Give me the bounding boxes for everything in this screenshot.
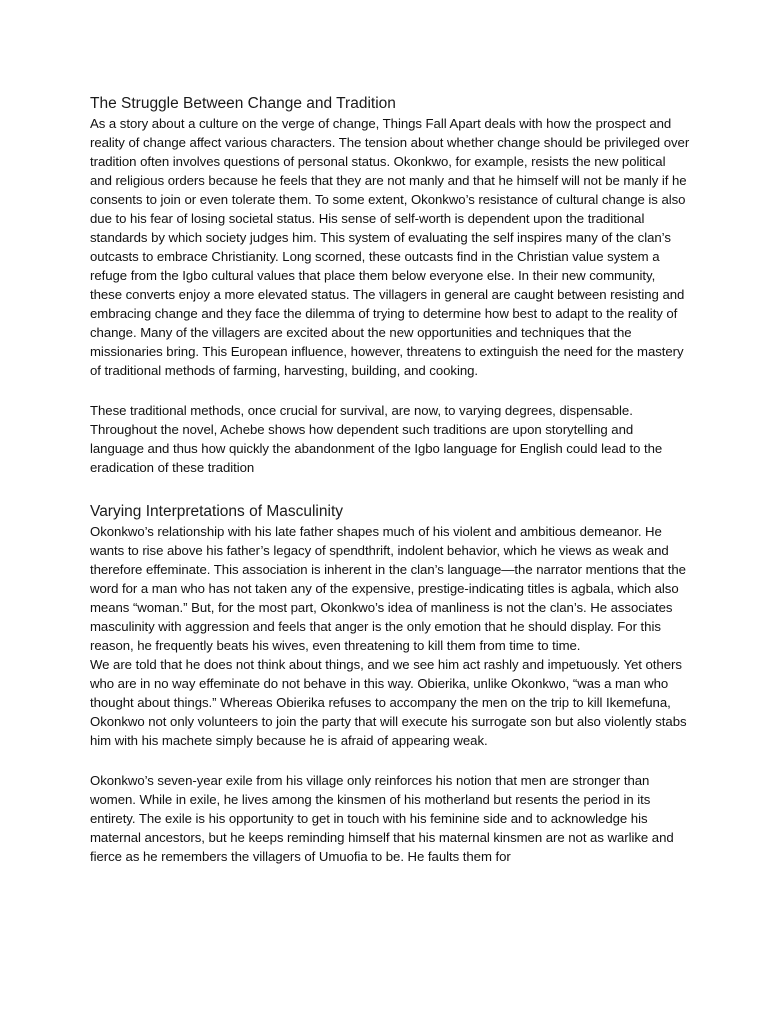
paragraph: As a story about a culture on the verge of change, Things Fall Apart deals with how the prospect and reality of change affect various characters. The tension about whether change should be privileged over tradition often involves questions of personal status. Okonkwo, for example, resists the new political and religious orders because he feels that they are not manly and that he himself will not be manly if he consents to join or even tolerate them. To some extent, Okonkwo’s resistance of cultural change is also due to his fear of losing societal status. His sense of self-worth is dependent upon the traditional standards by which society judges him. This system of evaluating the self inspires many of the clan’s outcasts to embrace Christianity. Long scorned, these outcasts find in the Christian value system a refuge from the Igbo cultural values that place them below everyone else. In their new community, these converts enjoy a more elevated status. The villagers in general are caught between resisting and embracing change and they face the dilemma of trying to determine how best to adapt to the reality of change. Many of the villagers are excited about the new opportunities and techniques that the missionaries bring. This European influence, however, threatens to extinguish the need for the mastery of traditional methods of farming, harvesting, building, and cooking.	[90, 116, 690, 378]
document-page	[90, 94, 690, 866]
section-heading-change-tradition: The Struggle Between Change and Tradition	[90, 95, 396, 112]
section-heading-masculinity: Varying Interpretations of Masculinity	[90, 503, 343, 520]
paragraph-spacer	[90, 380, 690, 401]
section-spacer	[90, 477, 690, 502]
paragraph: These traditional methods, once crucial for survival, are now, to varying degrees, dispensable. Throughout the novel, Achebe shows how dependent such traditions are upon storytelling and language and thus how quickly the abandonment of the Igbo language for English could lead to the eradication of these tradition	[90, 403, 663, 475]
paragraph: Okonkwo’s seven-year exile from his village only reinforces his notion that men are stronger than women. While in exile, he lives among the kinsmen of his motherland but resents the period in its entirety. The exile is his opportunity to get in touch with his feminine side and to acknowledge his maternal ancestors, but he keeps reminding himself that his maternal kinsmen are not as warlike and fierce as he remembers the villagers of Umuofia to be. He faults them for	[90, 773, 674, 864]
paragraph: Okonkwo’s relationship with his late father shapes much of his violent and ambitious demeanor. He wants to rise above his father’s legacy of spendthrift, indolent behavior, which he views as weak and therefore effeminate. This association is inherent in the clan’s language—the narrator mentions that the word for a man who has not taken any of the expensive, prestige-indicating titles is agbala, which also means “woman.” But, for the most part, Okonkwo’s idea of manliness is not the clan’s. He associates masculinity with aggression and feels that anger is the only emotion that he should display. For this reason, he frequently beats his wives, even threatening to kill them from time to time.	[90, 524, 686, 653]
paragraph: We are told that he does not think about things, and we see him act rashly and impetuously. Yet others who are in no way effeminate do not behave in this way. Obierika, unlike Okonkwo, “was a man who thought about things.” Whereas Obierika refuses to accompany the men on the trip to kill Ikemefuna, Okonkwo not only volunteers to join the party that will execute his surrogate son but also violently stabs him with his machete simply because he is afraid of appearing weak.	[90, 657, 687, 748]
paragraph-spacer	[90, 750, 690, 771]
